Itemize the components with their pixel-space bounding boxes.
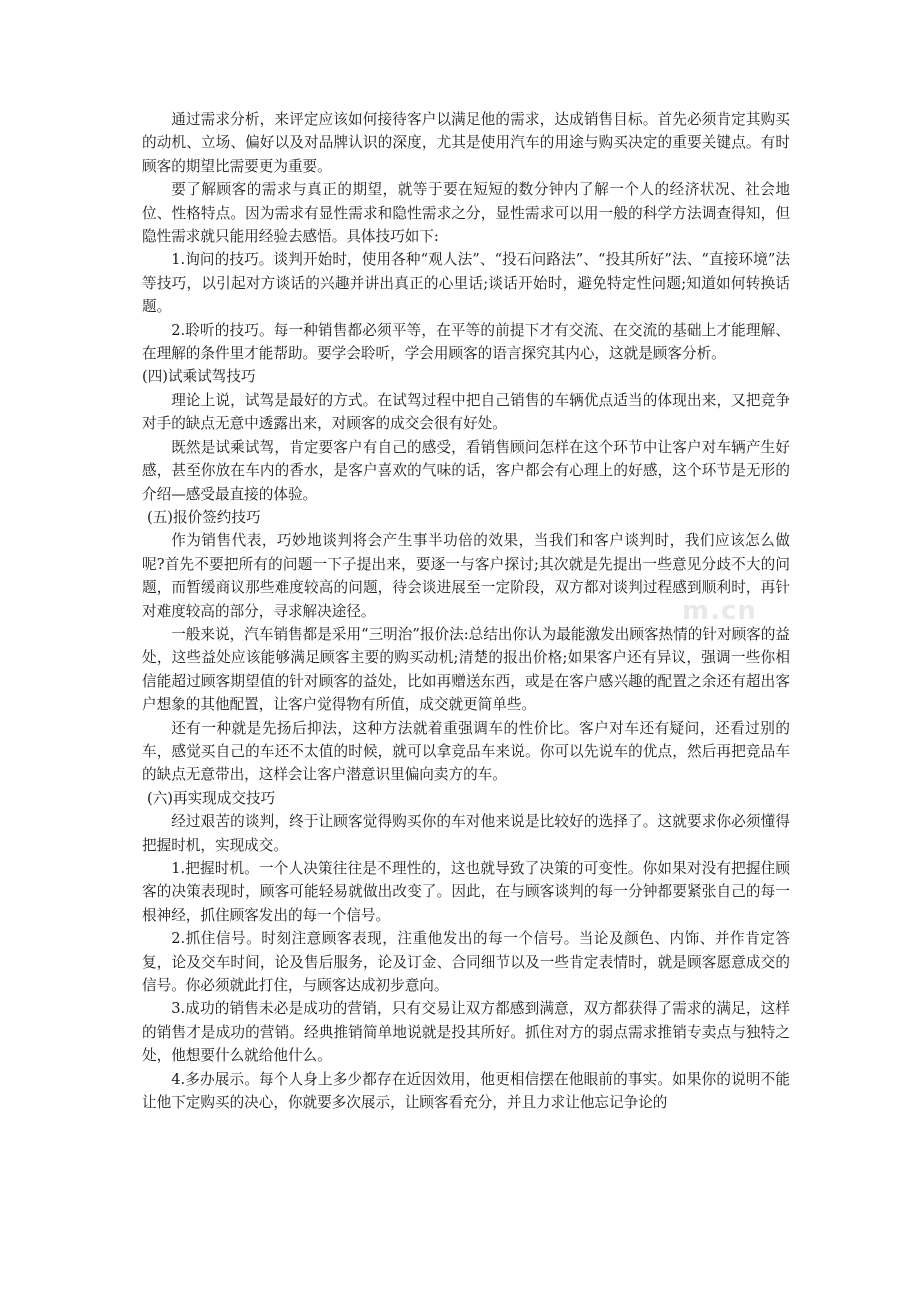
paragraph: 4.多办展示。每个人身上多少都存在近因效用，他更相信摆在他眼前的事实。如果你的说明不能让他下定购买的决心，你就要多次展示，让顾客看充分，并且力求让他忘记争论的 <box>142 1070 790 1112</box>
section-heading-closing: (六)再实现成交技巧 <box>147 789 276 807</box>
paragraph: 既然是试乘试驾，肯定要客户有自己的感受，看销售顾问怎样在这个环节中让客户对车辆产生好感，甚至你放在车内的香水，是客户喜欢的气味的话，客户都会有心理上的好感，这个环节是无形的介绍—感受最直接的体验。 <box>142 438 790 503</box>
paragraph: 还有一种就是先扬后抑法，这种方法就着重强调车的性价比。客户对车还有疑问，还看过别的车，感觉买自己的车还不太值的时候，就可以拿竞品车来说。你可以先说车的优点，然后再把竞品车的缺点无意带出，这样会让客户潜意识里偏向卖方的车。 <box>142 719 790 784</box>
section-heading-test-drive: (四)试乘试驾技巧 <box>142 368 256 386</box>
document-body <box>142 108 790 1114</box>
paragraph: 2.抓住信号。时刻注意顾客表现，注重他发出的每一个信号。当论及颜色、内饰、并作肯定答复，论及交车时间，论及售后服务，论及订金、合同细节以及一些肯定表情时，就是顾客愿意成交的信号。你必须就此打住，与顾客达成初步意向。 <box>142 930 790 995</box>
paragraph: 通过需求分析，来评定应该如何接待客户以满足他的需求，达成销售目标。首先必须肯定其购买的动机、立场、偏好以及对品牌认识的深度，尤其是使用汽车的用途与购买决定的重要关键点。有时顾客的期望比需要更为重要。 <box>142 111 790 175</box>
paragraph: 作为销售代表，巧妙地谈判将会产生事半功倍的效果，当我们和客户谈判时，我们应该怎么做呢?首先不要把所有的问题一下子提出来，要逐一与客户探讨;其次就是先提出一些意见分歧不大的问题，而暂缓商议那些难度较高的问题，待会谈进展至一定阶段，双方都对谈判过程感到顺利时，再针对难度较高的部分，寻求解决途径。 <box>142 532 790 620</box>
paragraph: 经过艰苦的谈判，终于让顾客觉得购买你的车对他来说是比较好的选择了。这就要求你必须懂得把握时机，实现成交。 <box>142 813 790 854</box>
watermark: m.cn <box>682 596 757 626</box>
paragraph: 1.询问的技巧。谈判开始时，使用各种“观人法”、“投石问路法”、“投其所好”法、“直接环境”法等技巧，以引起对方谈话的兴趣并讲出真正的心里话;谈话开始时，避免特定性问题;知道如何转换话题。 <box>142 251 790 316</box>
paragraph: 3.成功的销售未必是成功的营销，只有交易让双方都感到满意，双方都获得了需求的满足，这样的销售才是成功的营销。经典推销简单地说就是投其所好。抓住对方的弱点需求推销专卖点与独特之处，他想要什么就给他什么。 <box>142 1000 790 1065</box>
paragraph: 2.聆听的技巧。每一种销售都必须平等，在平等的前提下才有交流、在交流的基础上才能理解、在理解的条件里才能帮助。要学会聆听，学会用顾客的语言探究其内心，这就是顾客分析。 <box>142 321 790 363</box>
paragraph: 理论上说，试驾是最好的方式。在试驾过程中把自己销售的车辆优点适当的体现出来，又把竞争对手的缺点无意中透露出来，对顾客的成交会很有好处。 <box>142 391 790 433</box>
section-heading-quotation: (五)报价签约技巧 <box>147 508 261 526</box>
paragraph: 一般来说，汽车销售都是采用“三明治”报价法:总结出你认为最能激发出顾客热情的针对顾客的益处，这些益处应该能够满足顾客主要的购买动机;清楚的报出价格;如果客户还有异议，强调一些你相信能超过顾客期望值的针对顾客的益处，比如再赠送东西，或是在客户感兴趣的配置之余还有超出客户想象的其他配置，让客户觉得物有所值，成交就更简单些。 <box>142 625 790 714</box>
paragraph: 要了解顾客的需求与真正的期望，就等于要在短短的数分钟内了解一个人的经济状况、社会地位、性格特点。因为需求有显性需求和隐性需求之分，显性需求可以用一般的科学方法调查得知，但隐性需求就只能用经验去感悟。具体技巧如下: <box>142 181 790 246</box>
paragraph: 1.把握时机。一个人决策往往是不理性的，这也就导致了决策的可变性。你如果对没有把握住顾客的决策表现时，顾客可能轻易就做出改变了。因此，在与顾客谈判的每一分钟都要紧张自己的每一根神经，抓住顾客发出的每一个信号。 <box>142 860 790 924</box>
